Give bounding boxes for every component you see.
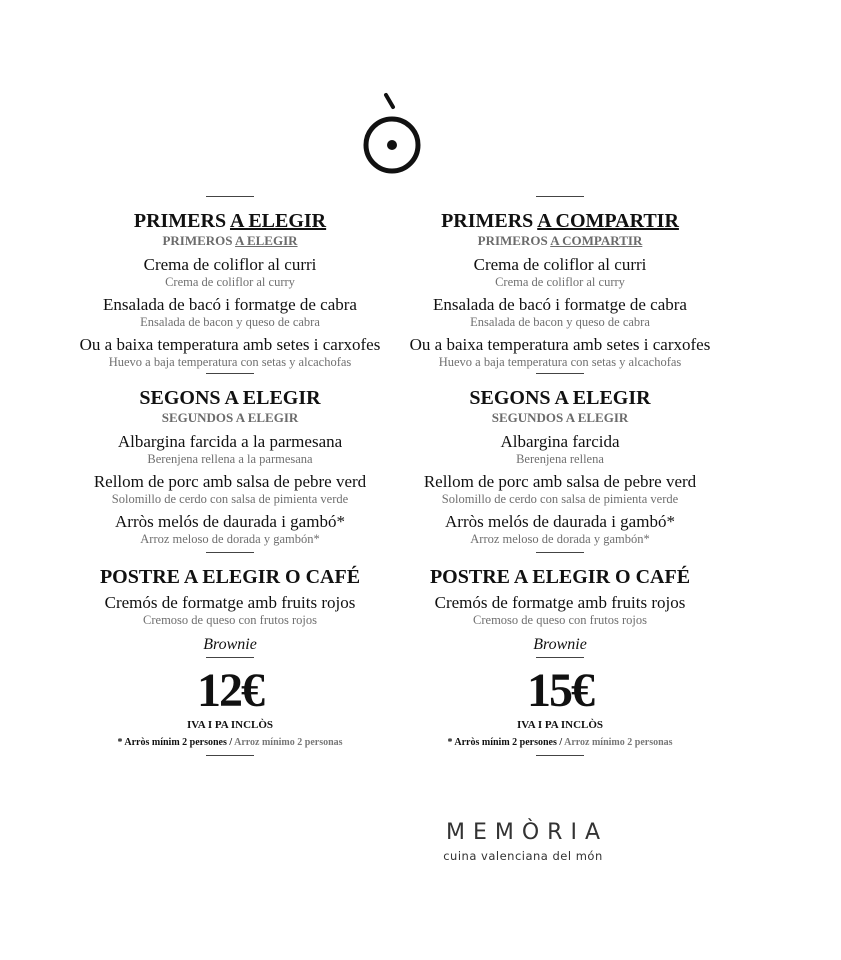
dish-name: Cremós de formatge amb fruits rojos xyxy=(104,593,356,612)
dish-translation: Crema de coliflor al curry xyxy=(165,275,295,289)
dish-translation: Ensalada de bacon y queso de cabra xyxy=(470,315,650,329)
restaurant-logo xyxy=(355,88,430,178)
dish-name: Crema de coliflor al curri xyxy=(473,255,647,274)
dish-name: Albargina farcida xyxy=(500,432,620,451)
postre-title: POSTRE A ELEGIR O CAFÉ xyxy=(429,566,691,588)
dish-name: Ou a baixa temperatura amb setes i carxofes xyxy=(409,335,711,354)
dish-translation: Crema de coliflor al curry xyxy=(495,275,625,289)
postre-title: POSTRE A ELEGIR O CAFÉ xyxy=(99,566,361,588)
dish-name: Arròs melós de daurada i gambó* xyxy=(445,512,675,531)
primers-title: PRIMERS A COMPARTIR xyxy=(441,210,679,232)
divider xyxy=(536,196,584,197)
divider xyxy=(536,552,584,553)
segons-title: SEGONS A ELEGIR xyxy=(139,387,321,409)
divider xyxy=(536,755,584,756)
segons-subtitle: SEGUNDOS A ELEGIR xyxy=(161,410,299,425)
dish-translation: Berenjena rellena xyxy=(516,452,604,466)
menu-price: 15€ xyxy=(527,664,593,717)
dish-name: Ensalada de bacó i formatge de cabra xyxy=(103,295,357,314)
dish-translation: Cremoso de queso con frutos rojos xyxy=(143,613,317,627)
dish-translation: Huevo a baja temperatura con setas y alcachofas xyxy=(438,355,682,369)
vat-note: IVA I PA INCLÒS xyxy=(516,719,604,731)
dish-name: Rellom de porc amb salsa de pebre verd xyxy=(93,472,367,491)
segons-title: SEGONS A ELEGIR xyxy=(469,387,651,409)
rice-note: * Arròs mínim 2 persones / Arroz mínimo 2 personas xyxy=(447,737,673,748)
dish-name: Brownie xyxy=(533,636,587,653)
vat-note: IVA I PA INCLÒS xyxy=(186,719,274,731)
primers-subtitle: PRIMEROS A ELEGIR xyxy=(162,233,298,248)
rice-note: * Arròs mínim 2 persones / Arroz mínimo 2 personas xyxy=(117,737,343,748)
divider xyxy=(536,373,584,374)
dish-name: Arròs melós de daurada i gambó* xyxy=(115,512,345,531)
dish-name: Crema de coliflor al curri xyxy=(143,255,317,274)
primers-subtitle: PRIMEROS A COMPARTIR xyxy=(477,233,643,248)
divider xyxy=(536,657,584,658)
dish-translation: Arroz meloso de dorada y gambón* xyxy=(140,532,320,546)
dish-translation: Solomillo de cerdo con salsa de pimienta verde xyxy=(441,492,679,506)
divider xyxy=(206,552,254,553)
divider xyxy=(206,196,254,197)
dish-translation: Ensalada de bacon y queso de cabra xyxy=(140,315,320,329)
menu-column-15 xyxy=(390,188,730,756)
dish-translation: Huevo a baja temperatura con setas y alcachofas xyxy=(108,355,352,369)
dish-translation: Cremoso de queso con frutos rojos xyxy=(473,613,647,627)
divider xyxy=(206,373,254,374)
dish-translation: Solomillo de cerdo con salsa de pimienta verde xyxy=(111,492,349,506)
brand-tagline: cuina valenciana del món xyxy=(443,849,603,863)
dish-name: Albargina farcida a la parmesana xyxy=(117,432,343,451)
dish-translation: Arroz meloso de dorada y gambón* xyxy=(470,532,650,546)
dish-name: Rellom de porc amb salsa de pebre verd xyxy=(423,472,697,491)
dish-name: Cremós de formatge amb fruits rojos xyxy=(434,593,686,612)
primers-title: PRIMERS A ELEGIR xyxy=(133,210,327,232)
dish-name: Ensalada de bacó i formatge de cabra xyxy=(433,295,687,314)
brand-name: MEMÒRIA xyxy=(445,820,608,845)
segons-subtitle: SEGUNDOS A ELEGIR xyxy=(491,410,629,425)
dish-name: Brownie xyxy=(203,636,257,653)
brand-logo xyxy=(410,808,636,876)
dish-translation: Berenjena rellena a la parmesana xyxy=(147,452,313,466)
circle-dot-grave-icon xyxy=(355,88,430,178)
dish-name: Ou a baixa temperatura amb setes i carxofes xyxy=(79,335,381,354)
menu-price: 12€ xyxy=(197,664,263,717)
menu-column-12 xyxy=(60,188,400,756)
divider xyxy=(206,755,254,756)
divider xyxy=(206,657,254,658)
